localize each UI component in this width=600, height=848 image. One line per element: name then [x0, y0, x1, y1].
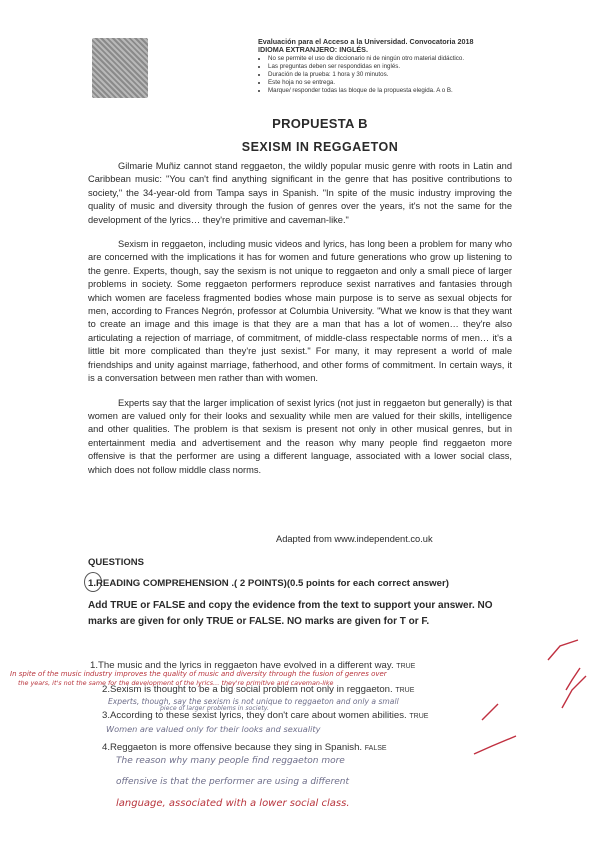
- header-rule: • Duración de la prueba: 1 hora y 30 minutos.: [268, 71, 558, 79]
- handwritten-answer-1b: the years, it's not the same for the development of the lyrics… they're primitive and caveman-like: [18, 679, 334, 687]
- question-1-mark: TRUE: [396, 663, 416, 670]
- question-2-mark: TRUE: [395, 687, 415, 694]
- question-1: 1.The music and the lyrics in reggaeton have evolved in a different way. TRUE: [90, 660, 416, 671]
- header-subject: IDIOMA EXTRANJERO: INGLÉS.: [258, 45, 368, 54]
- article-paragraph: Experts say that the larger implication of sexist lyrics (not just in reggaeton but generally) is that women are valued only for their looks and sexuality while men are valued for their skills, intelligence and other qualities. The problem is that sexism is present not only in other musical genres, but in entertainment media and advertisement and the reason why many people find reggaeton more offensive is that the performer are using a different language, associated with a lower social class, which does not follow middle class norms.: [88, 397, 512, 475]
- questions-heading: QUESTIONS: [88, 557, 144, 568]
- handwritten-answer-3: Women are valued only for their looks and sexuality: [106, 724, 321, 734]
- question-2: 2.Sexism is thought to be a big social problem not only in reggaeton. TRUE: [102, 684, 415, 695]
- handwritten-answer-4: The reason why many people find reggaeton more: [116, 756, 345, 766]
- section-heading: 1.READING COMPREHENSION .( 2 POINTS)(0.5 points for each correct answer): [88, 578, 449, 589]
- proposal-heading: PROPUESTA B: [272, 116, 368, 131]
- checkmark-icon: [548, 640, 578, 660]
- handwritten-answer-2: Experts, though, say the sexism is not unique to reggaeton and only a small: [108, 697, 399, 706]
- checkmark-icon: [474, 736, 516, 754]
- header-rule: • Este hoja no se entrega.: [268, 79, 558, 87]
- article-source: Adapted from www.independent.co.uk: [276, 534, 433, 544]
- article-paragraph: Gilmarie Muñiz cannot stand reggaeton, the wildly popular music genre with roots in Latin and Caribbean music: "You can't find anything significant in the genre that has positive contributions to society," the 34-year-old from Tampa says in Spanish. "In spite of the music industry improving the quality of music and diversity through the fusion of genres over the years, it's not the same for the development of the lyrics… they're primitive and caveman-like.": [88, 161, 512, 225]
- article-paragraph: Sexism in reggaeton, including music videos and lyrics, has long been a problem for many who are concerned with the implications it has for women and future generations who grow up listening to the genre. Experts, though, say the sexism is not unique to reggaeton and only a small piece of larger problems in society. Some reggaeton performers reproduce sexist narratives and fantasies through which women are faceless fragmented bodies whose main purpose is to serve as sexual objects for men, according to Frances Negrón, professor at Columbia University. "What we know is that they want to create an image and this image is that they are a man that has a lot of women… they're also articulating a rejection of marriage, of commitment, of middle-class respectable norms of men… it's a little bit more complicated than they're just sexist." For many, it may represent a world of male friendships and unity against marriage, fatherhood, and other forms of commitment. In certain ways, it is a conversation between men rather than with women.: [88, 239, 512, 384]
- checkmark-icon: [566, 668, 580, 690]
- handwritten-answer-4b: offensive is that the performer are using a different: [116, 777, 350, 787]
- question-4: 4.Reggaeton is more offensive because they sing in Spanish. FALSE: [102, 742, 387, 753]
- question-4-mark: FALSE: [364, 745, 387, 752]
- handwritten-answer-4c: language, associated with a lower social class.: [116, 798, 350, 809]
- header-rule: • No se permite el uso de diccionario ni de ningún otro material didáctico.: [268, 55, 558, 63]
- handwritten-answer-2b: piece of larger problems in society.: [160, 705, 269, 712]
- handwritten-answer-1: In spite of the music industry improves the quality of music and diversity through the fusion of genres over: [10, 670, 387, 678]
- header-rule: • Las preguntas deben ser respondidas en inglés.: [268, 63, 558, 71]
- checkmark-icon: [482, 704, 498, 720]
- question-3: 3.According to these sexist lyrics, they don't care about women abilities. TRUE: [102, 710, 429, 721]
- question-3-mark: TRUE: [409, 713, 429, 720]
- instructions: Add TRUE or FALSE and copy the evidence from the text to support your answer. NO marks are given for only TRUE or FALSE. NO marks are given for T or F.: [88, 600, 493, 627]
- header-rule: • Marque/ responder todas las bloque de la propuesta elegida. A o B.: [268, 87, 558, 95]
- checkmark-icon: [562, 676, 586, 708]
- header-title: Evaluación para el Acceso a la Universidad. Convocatoria 2018: [258, 37, 474, 46]
- article-title: SEXISM IN REGGAETON: [241, 140, 399, 154]
